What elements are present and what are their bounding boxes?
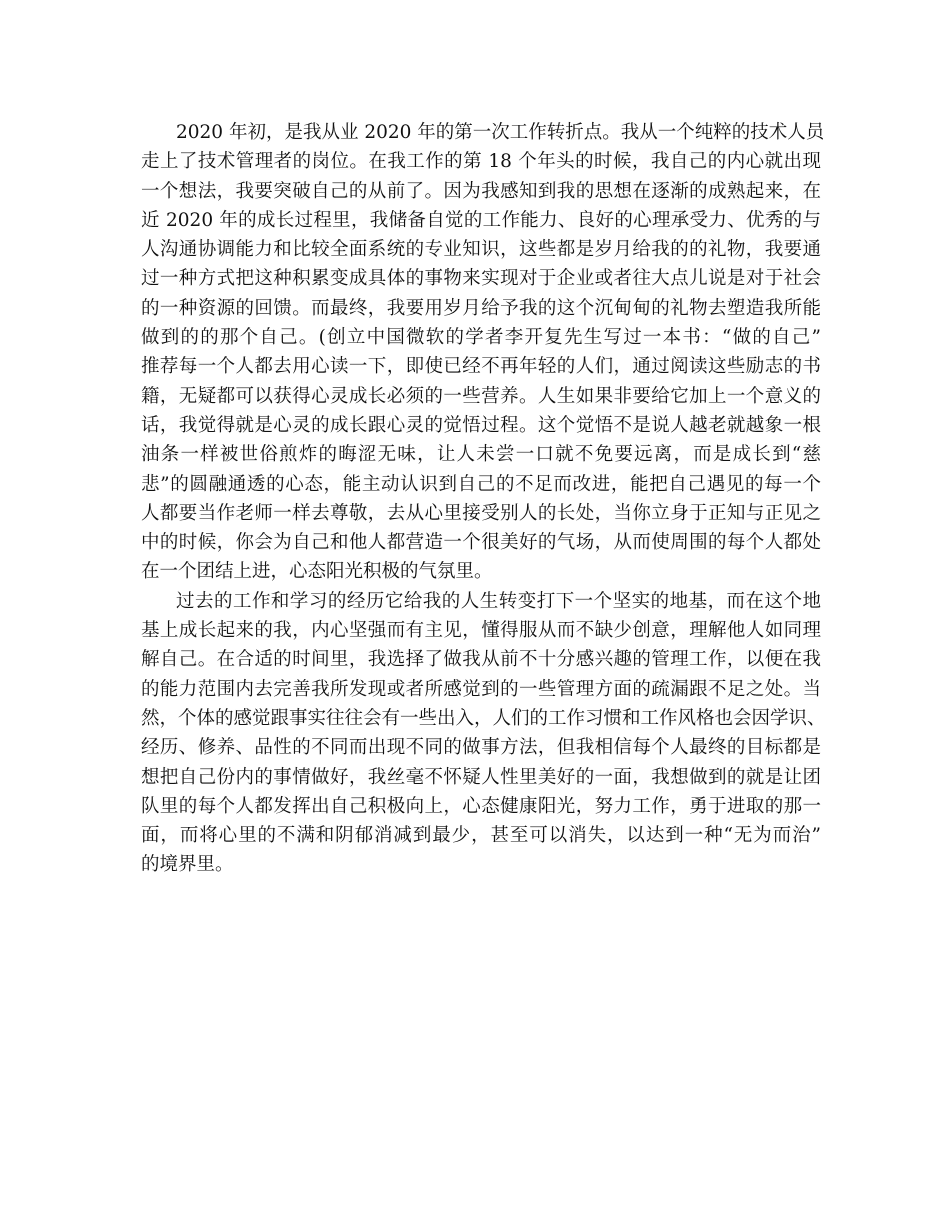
document-body	[141, 118, 826, 880]
paragraph-line: 油条一样被世俗煎炸的晦涩无味，让人未尝一口就不免要远离，而是成长到“慈	[141, 444, 821, 466]
paragraph-line: 想把自己份内的事情做好，我丝毫不怀疑人性里美好的一面，我想做到的就是让团	[141, 766, 821, 788]
paragraph-line: 队里的每个人都发挥出自己积极向上，心态健康阳光，努力工作，勇于进取的那一	[141, 795, 821, 817]
paragraph-line: 人沟通协调能力和比较全面系统的专业知识，这些都是岁月给我的的礼物，我要通	[141, 239, 821, 261]
paragraph-line: 2020 年初，是我从业 2020 年的第一次工作转折点。我从一个纯粹的技术人员	[176, 122, 825, 143]
paragraph-line: 籍，无疑都可以获得心灵成长必须的一些营养。人生如果非要给它加上一个意义的	[141, 385, 821, 407]
paragraph-2	[141, 587, 826, 880]
paragraph-line: 面，而将心里的不满和阴郁消减到最少，甚至可以消失，以达到一种“无为而治”	[141, 825, 821, 847]
paragraph-line: 基上成长起来的我，内心坚强而有主见，懂得服从而不缺少创意，理解他人如同理	[141, 620, 821, 642]
paragraph-line: 近 2020 年的成长过程里，我储备自觉的工作能力、良好的心理承受力、优秀的与	[141, 209, 821, 231]
paragraph-line: 做到的的那个自己。(创立中国微软的学者李开复先生写过一本书：“做的自己”	[141, 327, 821, 349]
paragraph-line: 推荐每一个人都去用心读一下，即使已经不再年轻的人们，通过阅读这些励志的书	[141, 356, 821, 378]
paragraph-1	[141, 118, 825, 587]
paragraph-line: 在一个团结上进，心态阳光积极的气氛里。	[141, 561, 493, 583]
paragraph-line: 走上了技术管理者的岗位。在我工作的第 18 个年头的时候，我自己的内心就出现	[141, 151, 821, 173]
paragraph-line: 过一种方式把这种积累变成具体的事物来实现对于企业或者往大点儿说是对于社会	[141, 268, 821, 290]
paragraph-line: 然，个体的感觉跟事实往往会有一些出入，人们的工作习惯和工作风格也会因学识、	[141, 707, 826, 729]
paragraph-line: 话，我觉得就是心灵的成长跟心灵的觉悟过程。这个觉悟不是说人越老就越象一根	[141, 414, 821, 436]
paragraph-line: 的境界里。	[141, 854, 234, 876]
paragraph-line: 的能力范围内去完善我所发现或者所感觉到的一些管理方面的疏漏跟不足之处。当	[141, 678, 821, 700]
paragraph-line: 解自己。在合适的时间里，我选择了做我从前不十分感兴趣的管理工作，以便在我	[141, 649, 821, 671]
paragraph-line: 过去的工作和学习的经历它给我的人生转变打下一个坚实的地基，而在这个地	[176, 590, 821, 612]
paragraph-line: 人都要当作老师一样去尊敬，去从心里接受别人的长处，当你立身于正知与正见之	[141, 502, 821, 524]
paragraph-line: 悲”的圆融通透的心态，能主动认识到自己的不足而改进，能把自己遇见的每一个	[141, 473, 821, 495]
paragraph-line: 中的时候，你会为自己和他人都营造一个很美好的气场，从而使周围的每个人都处	[141, 532, 821, 554]
paragraph-line: 一个想法，我要突破自己的从前了。因为我感知到我的思想在逐渐的成熟起来，在	[141, 180, 821, 202]
paragraph-line: 经历、修养、品性的不同而出现不同的做事方法，但我相信每个人最终的目标都是	[141, 737, 821, 759]
paragraph-line: 的一种资源的回馈。而最终，我要用岁月给予我的这个沉甸甸的礼物去塑造我所能	[141, 297, 821, 319]
